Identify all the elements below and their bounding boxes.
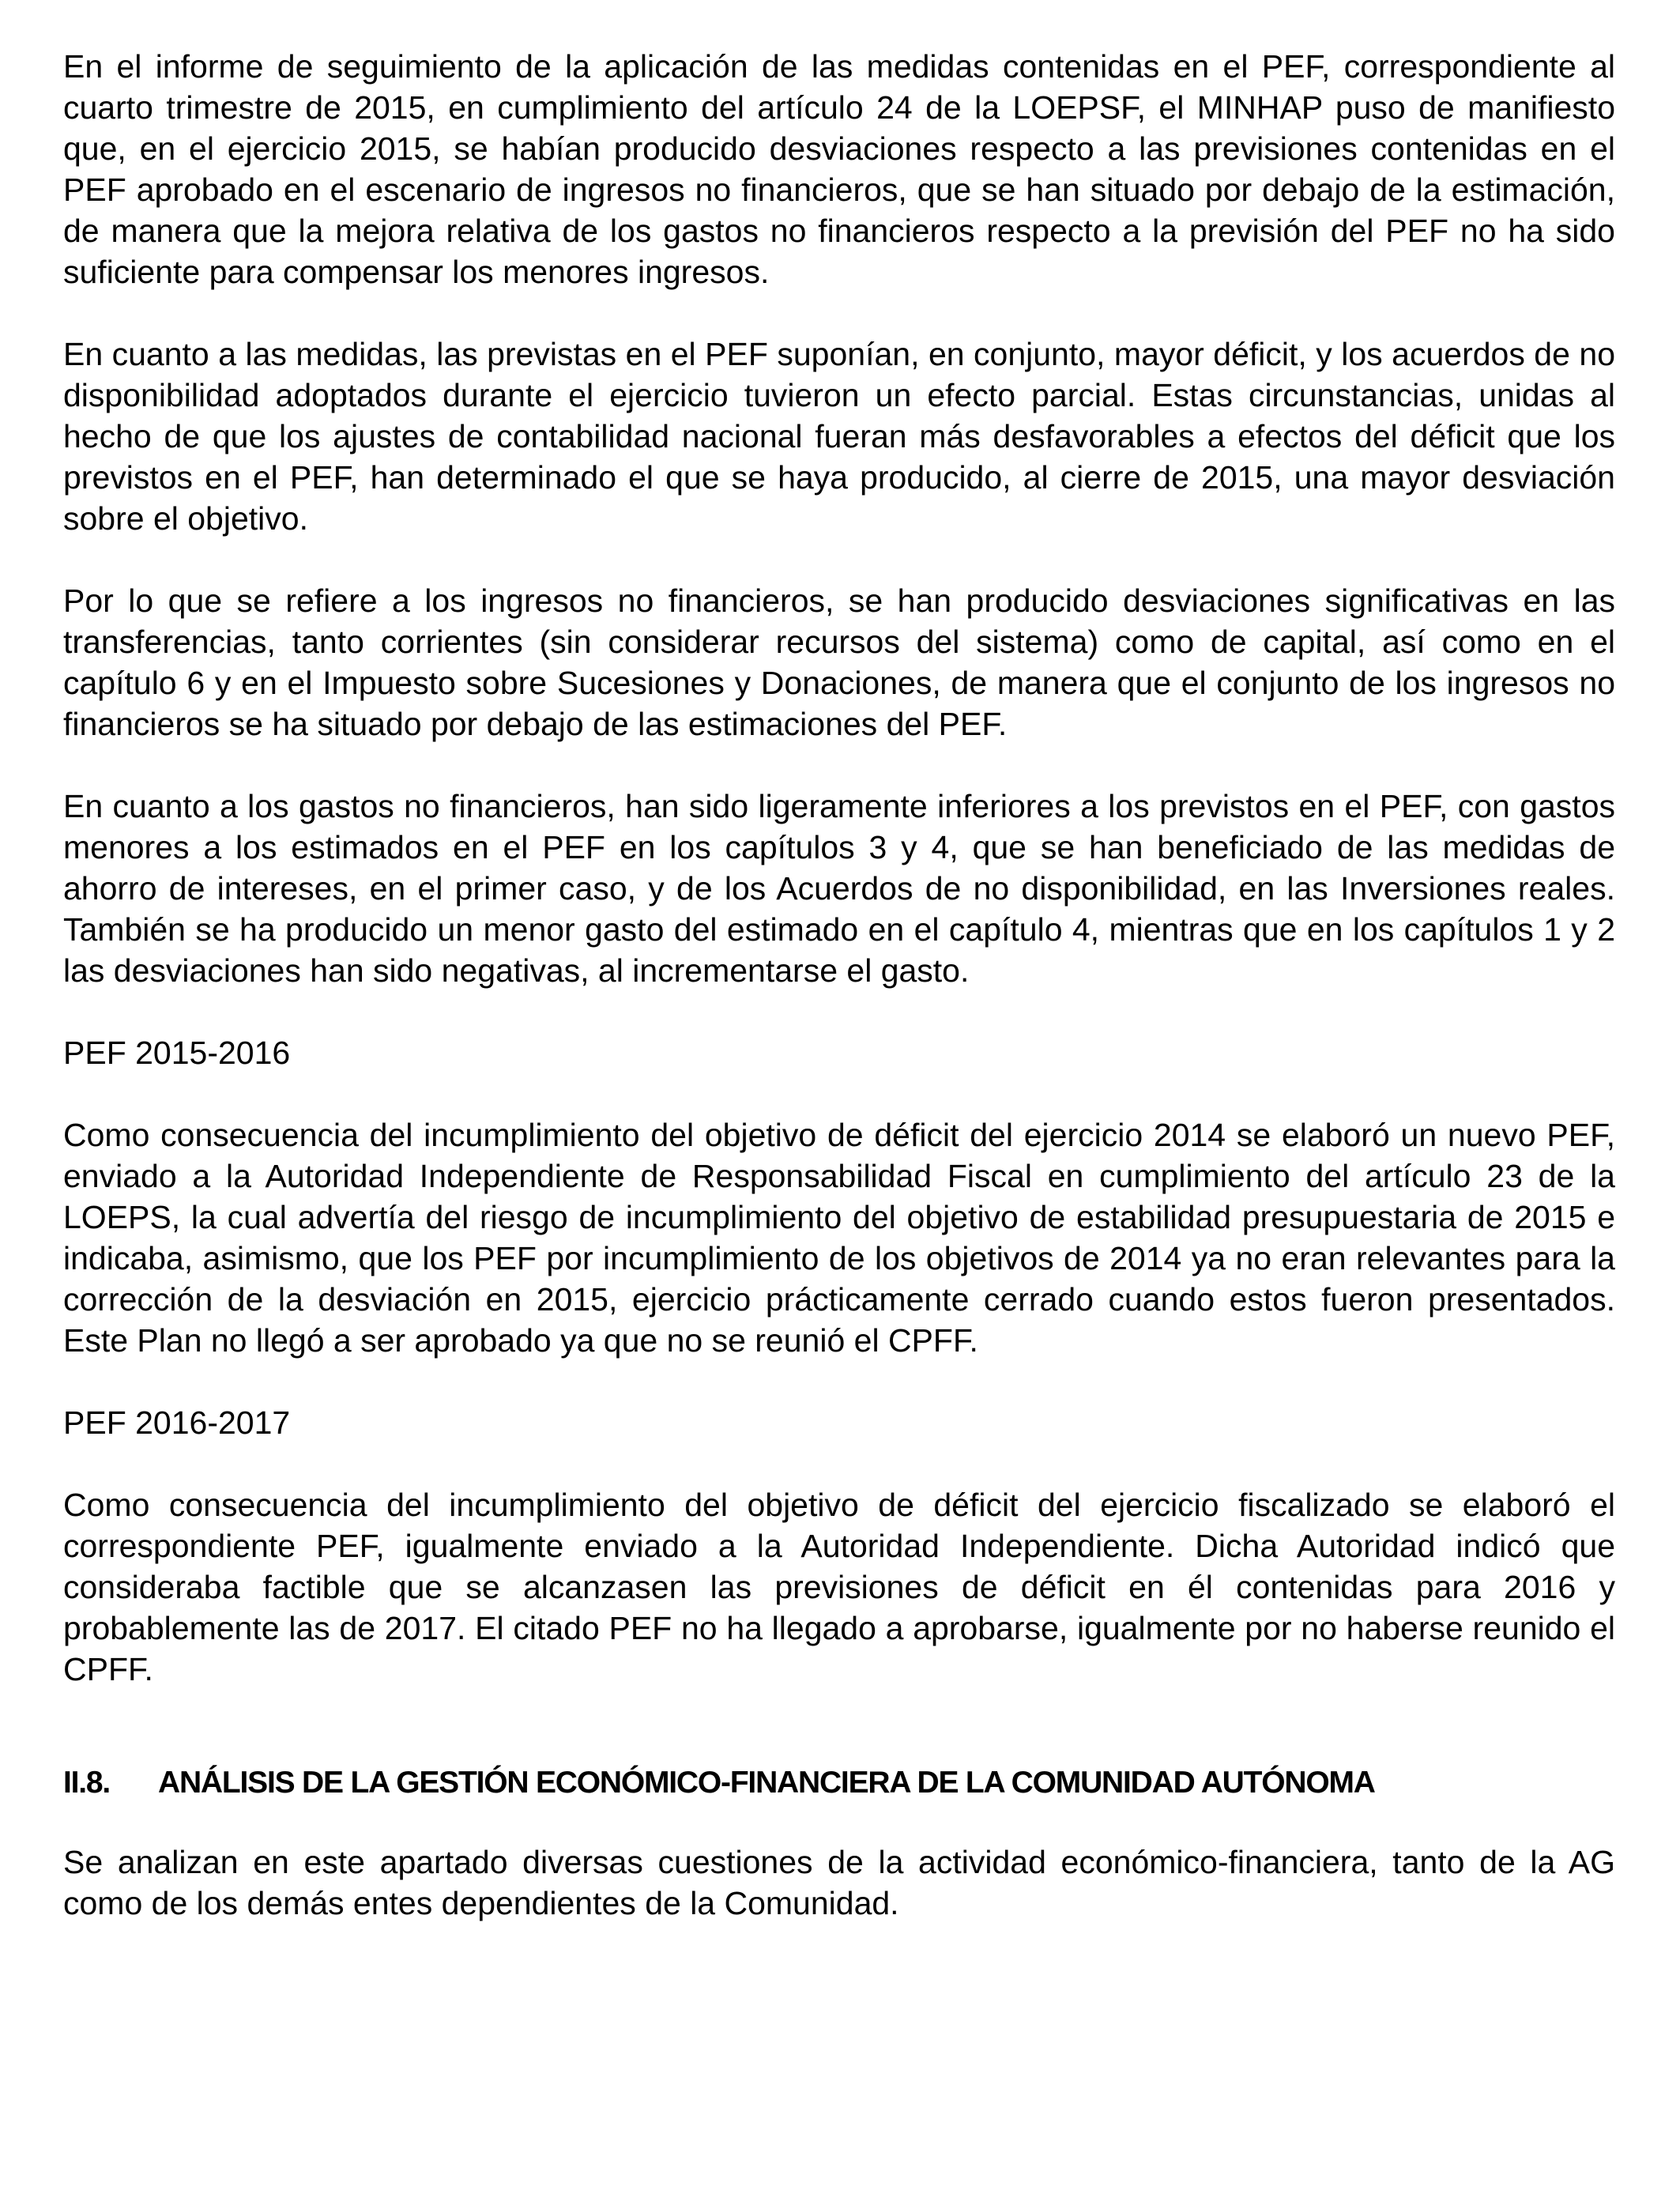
paragraph-medidas: En cuanto a las medidas, las previstas en el PEF suponían, en conjunto, mayor déficit, y los acuerdos de no disponibilidad adoptados durante el ejercicio tuvieron un efecto parcial. Estas circunstancias, unidas al hecho de que los ajustes de contabilidad nacional fueran más desfavorables a efectos del déficit que los previstos en el PEF, han determinado el que se haya producido, al cierre de 2015, una mayor desviación sobre el objetivo. — [63, 336, 1615, 537]
paragraph-pef-2016-2017: Como consecuencia del incumplimiento del objetivo de déficit del ejercicio fiscalizado se elaboró el correspondiente PEF, igualmente enviado a la Autoridad Independiente. Dicha Autoridad indicó que consideraba factible que se alcanzasen las previsiones de déficit en él contenidas para 2016 y probablemente las de 2017. El citado PEF no ha llegado a aprobarse, igualmente por no haberse reunido el CPFF. — [63, 1487, 1615, 1687]
paragraph-ingresos-no-financieros: Por lo que se refiere a los ingresos no financieros, se han producido desviaciones significativas en las transferencias, tanto corrientes (sin considerar recursos del sistema) como de capital, así como en el capítulo 6 y en el Impuesto sobre Sucesiones y Donaciones, de manera que el conjunto de los ingresos no financieros se ha situado por debajo de las estimaciones del PEF. — [63, 582, 1615, 742]
section-heading — [63, 1762, 1615, 1804]
section-title: ANÁLISIS DE LA GESTIÓN ECONÓMICO-FINANCIERA DE LA COMUNIDAD AUTÓNOMA — [158, 1766, 1375, 1800]
paragraph-seguimiento-pef: En el informe de seguimiento de la aplicación de las medidas contenidas en el PEF, correspondiente al cuarto trimestre de 2015, en cumplimiento del artículo 24 de la LOEPSF, el MINHAP puso de manifiesto que, en el ejercicio 2015, se habían producido desviaciones respecto a las previsiones contenidas en el PEF aprobado en el escenario de ingresos no financieros, que se han situado por debajo de la estimación, de manera que la mejora relativa de los gastos no financieros respecto a la previsión del PEF no ha sido suficiente para compensar los menores ingresos. — [63, 48, 1615, 290]
subheading-pef-2015-2016: PEF 2015-2016 — [63, 1035, 291, 1071]
section-number: II.8. — [63, 1766, 111, 1800]
document-page — [63, 46, 1615, 1965]
paragraph-section-intro: Se analizan en este apartado diversas cuestiones de la actividad económico-financiera, tanto de la AG como de los demás entes dependientes de la Comunidad. — [63, 1844, 1615, 1921]
paragraph-pef-2015-2016: Como consecuencia del incumplimiento del objetivo de déficit del ejercicio 2014 se elaboró un nuevo PEF, enviado a la Autoridad Independiente de Responsabilidad Fiscal en cumplimiento del artículo 23 de la LOEPS, la cual advertía del riesgo de incumplimiento del objetivo de estabilidad presupuestaria de 2015 e indicaba, asimismo, que los PEF por incumplimiento de los objetivos de 2014 ya no eran relevantes para la corrección de la desviación en 2015, ejercicio prácticamente cerrado cuando estos fueron presentados. Este Plan no llegó a ser aprobado ya que no se reunió el CPFF. — [63, 1117, 1615, 1359]
subheading-pef-2016-2017: PEF 2016-2017 — [63, 1404, 291, 1441]
paragraph-gastos-no-financieros: En cuanto a los gastos no financieros, han sido ligeramente inferiores a los previstos en el PEF, con gastos menores a los estimados en el PEF en los capítulos 3 y 4, que se han beneficiado de las medidas de ahorro de intereses, en el primer caso, y de los Acuerdos de no disponibilidad, en las Inversiones reales. También se ha producido un menor gasto del estimado en el capítulo 4, mientras que en los capítulos 1 y 2 las desviaciones han sido negativas, al incrementarse el gasto. — [63, 788, 1615, 989]
